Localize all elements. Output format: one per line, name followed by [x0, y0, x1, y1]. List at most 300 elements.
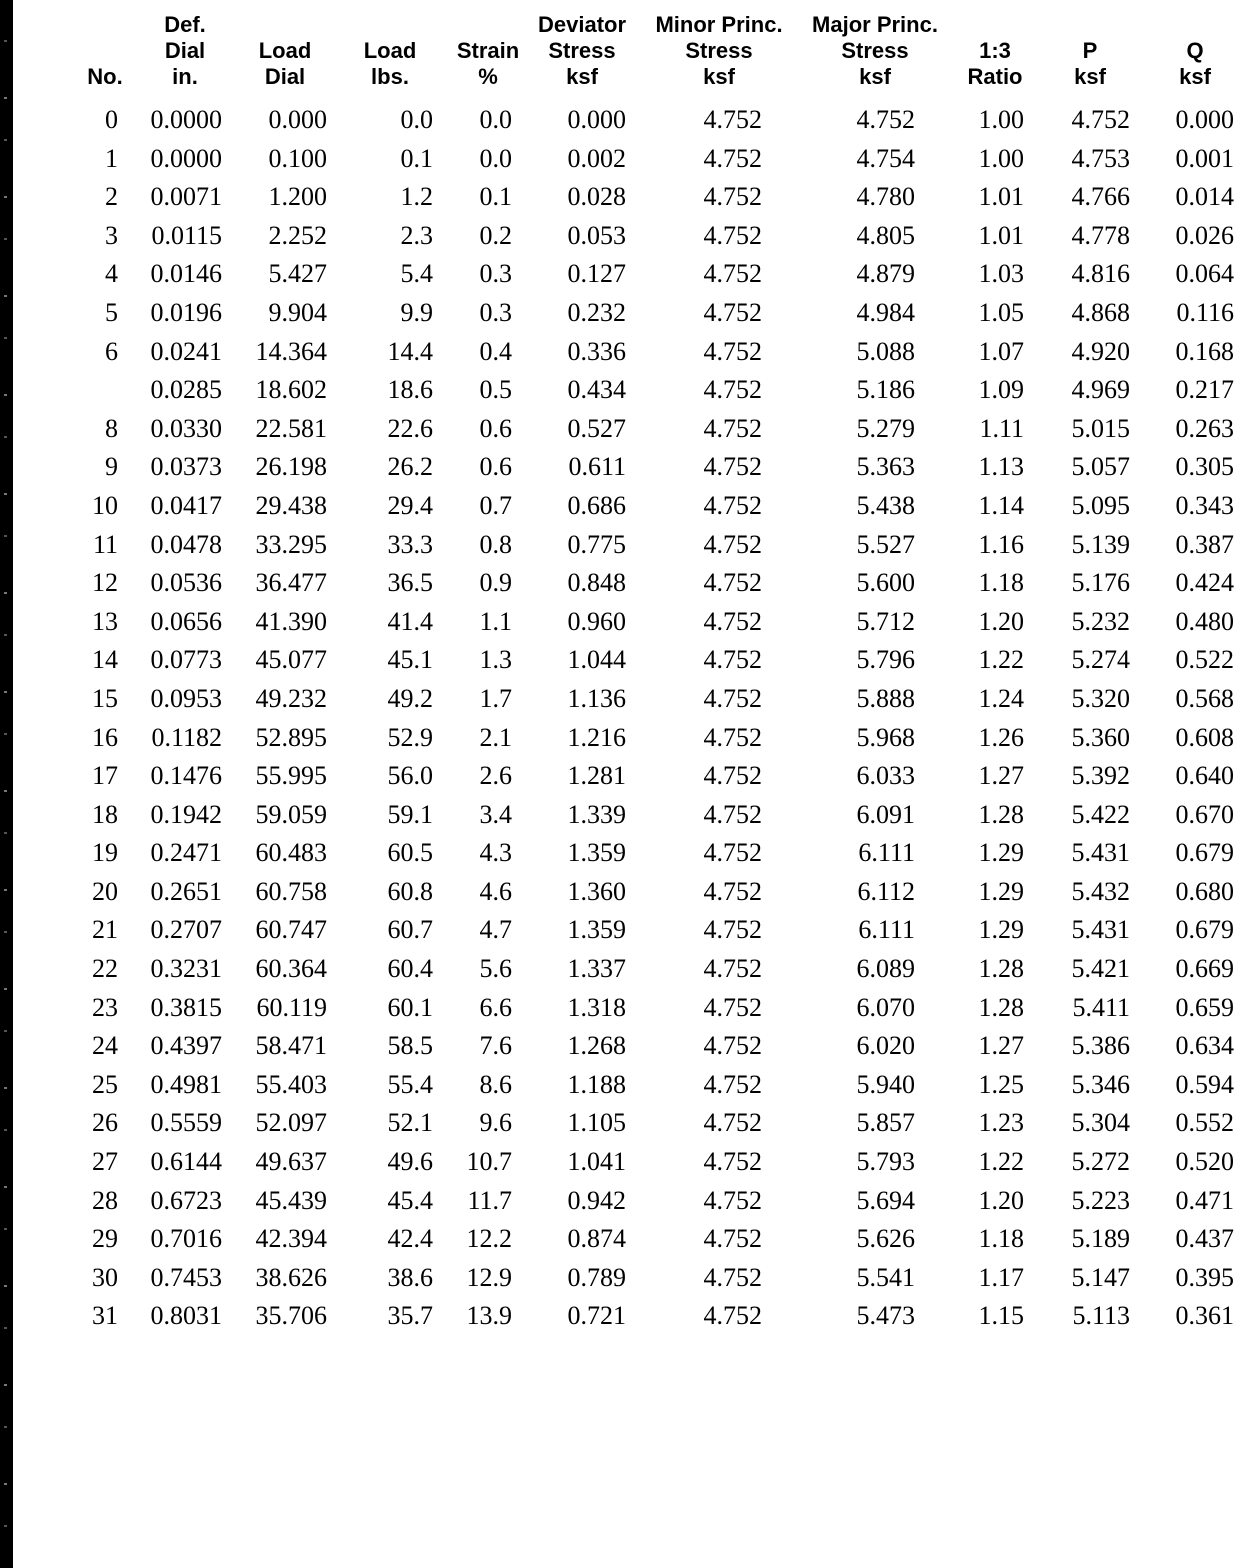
table-header [0, 0, 1240, 100]
cell-major-princ-stress: 6.112 [857, 876, 915, 906]
header-ratio: 1:3 Ratio [967, 38, 1023, 89]
cell-no: 1 [105, 143, 118, 173]
cell-ratio: 1.11 [979, 413, 1024, 443]
cell-major-princ-stress: 5.186 [856, 375, 915, 405]
cell-deviator-stress: 1.136 [567, 683, 626, 713]
cell-q: 0.387 [1175, 529, 1234, 559]
cell-load-dial: 49.232 [255, 683, 327, 713]
cell-minor-princ-stress: 4.752 [703, 297, 762, 327]
cell-minor-princ-stress: 4.752 [703, 1147, 762, 1177]
cell-ratio: 1.15 [978, 1301, 1024, 1331]
cell-deviator-stress: 1.044 [567, 645, 626, 675]
cell-major-princ-stress: 6.070 [856, 992, 915, 1022]
cell-def-dial: 0.4397 [150, 1031, 222, 1061]
header-minor-princ-stress: Minor Princ. Stress ksf [655, 12, 783, 89]
cell-major-princ-stress: 5.279 [856, 413, 915, 443]
cell-def-dial: 0.6723 [150, 1185, 222, 1215]
cell-load-dial: 0.100 [268, 143, 327, 173]
cell-q: 0.594 [1175, 1069, 1234, 1099]
cell-no: 2 [105, 182, 118, 212]
cell-q: 0.361 [1175, 1301, 1234, 1331]
cell-load-dial: 60.119 [256, 992, 327, 1022]
cell-def-dial: 0.2707 [150, 915, 222, 945]
cell-no: 17 [92, 761, 118, 791]
cell-major-princ-stress: 4.754 [856, 143, 915, 173]
cell-minor-princ-stress: 4.752 [703, 1108, 762, 1138]
table-row [0, 1220, 1240, 1259]
cell-strain: 2.1 [479, 722, 512, 752]
cell-no: 28 [92, 1185, 118, 1215]
header-q: Q ksf [1179, 38, 1211, 89]
cell-p: 5.360 [1071, 722, 1130, 752]
cell-load-lbs: 45.1 [387, 645, 433, 675]
cell-strain: 0.3 [479, 297, 512, 327]
cell-load-lbs: 35.7 [387, 1301, 433, 1331]
cell-p: 5.057 [1071, 452, 1130, 482]
cell-ratio: 1.09 [978, 375, 1024, 405]
cell-load-lbs: 60.7 [387, 915, 433, 945]
cell-p: 4.753 [1071, 143, 1130, 173]
table-row [0, 178, 1240, 217]
cell-ratio: 1.00 [978, 143, 1024, 173]
table-row [0, 294, 1240, 333]
cell-load-lbs: 45.4 [387, 1185, 433, 1215]
cell-load-lbs: 38.6 [387, 1262, 433, 1292]
table-row [0, 140, 1240, 179]
cell-major-princ-stress: 6.089 [856, 954, 915, 984]
cell-minor-princ-stress: 4.752 [703, 954, 762, 984]
cell-strain: 5.6 [479, 954, 512, 984]
cell-strain: 1.7 [479, 683, 512, 713]
cell-load-lbs: 58.5 [387, 1031, 433, 1061]
cell-strain: 4.6 [479, 876, 512, 906]
cell-no: 11 [92, 529, 118, 559]
cell-def-dial: 0.0115 [151, 220, 222, 250]
cell-q: 0.343 [1175, 490, 1234, 520]
header-major-princ-stress: Major Princ. Stress ksf [812, 12, 938, 89]
cell-deviator-stress: 1.318 [567, 992, 626, 1022]
cell-no: 0 [105, 105, 118, 134]
cell-ratio: 1.26 [978, 722, 1024, 752]
cell-p: 4.752 [1071, 105, 1130, 134]
cell-strain: 12.2 [466, 1224, 512, 1254]
cell-q: 0.568 [1175, 683, 1234, 713]
cell-load-lbs: 33.3 [387, 529, 433, 559]
cell-def-dial: 0.1182 [151, 722, 222, 752]
cell-minor-princ-stress: 4.752 [703, 413, 762, 443]
cell-ratio: 1.14 [978, 490, 1024, 520]
cell-p: 5.346 [1071, 1069, 1130, 1099]
cell-load-lbs: 55.4 [387, 1069, 433, 1099]
table-row [0, 1066, 1240, 1105]
cell-def-dial: 0.8031 [150, 1301, 222, 1331]
table-row [0, 526, 1240, 565]
cell-def-dial: 0.0071 [150, 182, 222, 212]
cell-load-lbs: 42.4 [387, 1224, 433, 1254]
cell-load-dial: 33.295 [255, 529, 327, 559]
cell-no: 14 [92, 645, 118, 675]
cell-strain: 0.9 [479, 568, 512, 598]
cell-minor-princ-stress: 4.752 [703, 799, 762, 829]
cell-def-dial: 0.7453 [150, 1262, 222, 1292]
cell-ratio: 1.29 [978, 838, 1024, 868]
cell-q: 0.424 [1175, 568, 1234, 598]
cell-ratio: 1.16 [978, 529, 1024, 559]
cell-no: 8 [105, 413, 118, 443]
cell-load-lbs: 5.4 [400, 259, 433, 289]
cell-def-dial: 0.7016 [150, 1224, 222, 1254]
cell-major-princ-stress: 6.091 [856, 799, 915, 829]
cell-no: 5 [105, 297, 118, 327]
cell-minor-princ-stress: 4.752 [703, 761, 762, 791]
cell-load-dial: 26.198 [255, 452, 327, 482]
cell-no: 3 [105, 220, 118, 250]
cell-load-lbs: 18.6 [387, 375, 433, 405]
table-row [0, 333, 1240, 372]
cell-ratio: 1.27 [978, 761, 1024, 791]
cell-load-lbs: 29.4 [387, 490, 433, 520]
cell-q: 0.471 [1175, 1185, 1234, 1215]
cell-ratio: 1.01 [978, 182, 1024, 212]
cell-p: 4.969 [1071, 375, 1130, 405]
cell-p: 5.189 [1071, 1224, 1130, 1254]
cell-major-princ-stress: 5.541 [856, 1262, 915, 1292]
cell-load-dial: 52.097 [255, 1108, 327, 1138]
cell-p: 5.095 [1071, 490, 1130, 520]
cell-no: 31 [92, 1301, 118, 1331]
cell-strain: 0.0 [479, 143, 512, 173]
cell-deviator-stress: 1.359 [567, 838, 626, 868]
cell-major-princ-stress: 5.600 [856, 568, 915, 598]
cell-strain: 0.3 [479, 259, 512, 289]
cell-minor-princ-stress: 4.752 [703, 1185, 762, 1215]
cell-major-princ-stress: 5.968 [856, 722, 915, 752]
cell-minor-princ-stress: 4.752 [703, 375, 762, 405]
cell-ratio: 1.28 [978, 799, 1024, 829]
cell-major-princ-stress: 5.473 [856, 1301, 915, 1331]
cell-q: 0.522 [1175, 645, 1234, 675]
cell-ratio: 1.20 [978, 606, 1024, 636]
cell-strain: 8.6 [479, 1069, 512, 1099]
cell-ratio: 1.03 [978, 259, 1024, 289]
header-def-dial: Def. Dial in. [164, 12, 206, 89]
table-row [0, 564, 1240, 603]
cell-strain: 2.6 [479, 761, 512, 791]
cell-q: 0.305 [1175, 452, 1234, 482]
cell-def-dial: 0.0285 [150, 375, 222, 405]
cell-q: 0.679 [1175, 915, 1234, 945]
cell-deviator-stress: 1.359 [567, 915, 626, 945]
cell-load-dial: 60.758 [255, 876, 327, 906]
cell-strain: 0.0 [479, 105, 512, 134]
cell-major-princ-stress: 5.857 [856, 1108, 915, 1138]
table-row [0, 255, 1240, 294]
cell-p: 5.176 [1071, 568, 1130, 598]
cell-no: 27 [92, 1147, 118, 1177]
cell-q: 0.480 [1175, 606, 1234, 636]
cell-strain: 13.9 [466, 1301, 512, 1331]
cell-minor-princ-stress: 4.752 [703, 143, 762, 173]
cell-q: 0.395 [1175, 1262, 1234, 1292]
cell-def-dial: 0.4981 [150, 1069, 222, 1099]
table-row [0, 680, 1240, 719]
cell-q: 0.116 [1176, 297, 1234, 327]
header-p: P ksf [1074, 38, 1106, 89]
cell-no: 21 [92, 915, 118, 945]
cell-minor-princ-stress: 4.752 [703, 259, 762, 289]
cell-def-dial: 0.0773 [150, 645, 222, 675]
cell-minor-princ-stress: 4.752 [703, 992, 762, 1022]
cell-def-dial: 0.2651 [150, 876, 222, 906]
cell-load-lbs: 1.2 [400, 182, 433, 212]
cell-strain: 4.7 [479, 915, 512, 945]
cell-ratio: 1.17 [978, 1262, 1024, 1292]
header-no: No. [87, 64, 123, 89]
cell-deviator-stress: 0.789 [567, 1262, 626, 1292]
cell-no: 30 [92, 1262, 118, 1292]
cell-load-dial: 9.904 [268, 297, 327, 327]
cell-load-dial: 45.077 [255, 645, 327, 675]
cell-load-lbs: 9.9 [400, 297, 433, 327]
cell-major-princ-stress: 4.879 [856, 259, 915, 289]
cell-strain: 12.9 [466, 1262, 512, 1292]
cell-strain: 1.1 [479, 606, 512, 636]
cell-def-dial: 0.0000 [150, 143, 222, 173]
cell-load-dial: 41.390 [255, 606, 327, 636]
cell-major-princ-stress: 4.780 [856, 182, 915, 212]
table-row [0, 1104, 1240, 1143]
cell-load-dial: 49.637 [255, 1147, 327, 1177]
cell-minor-princ-stress: 4.752 [703, 915, 762, 945]
cell-minor-princ-stress: 4.752 [703, 182, 762, 212]
cell-no: 26 [92, 1108, 118, 1138]
cell-q: 0.680 [1175, 876, 1234, 906]
cell-q: 0.640 [1175, 761, 1234, 791]
cell-def-dial: 0.0330 [150, 413, 222, 443]
cell-ratio: 1.28 [978, 992, 1024, 1022]
cell-load-lbs: 2.3 [400, 220, 433, 250]
cell-ratio: 1.07 [978, 336, 1024, 366]
cell-major-princ-stress: 5.796 [856, 645, 915, 675]
cell-load-lbs: 22.6 [387, 413, 433, 443]
cell-load-dial: 14.364 [255, 336, 327, 366]
cell-deviator-stress: 0.336 [567, 336, 626, 366]
cell-minor-princ-stress: 4.752 [703, 1031, 762, 1061]
cell-p: 5.015 [1071, 413, 1130, 443]
cell-q: 0.014 [1175, 182, 1234, 212]
cell-strain: 11.7 [467, 1185, 512, 1215]
cell-def-dial: 0.0241 [150, 336, 222, 366]
table-row [0, 603, 1240, 642]
cell-strain: 7.6 [479, 1031, 512, 1061]
cell-def-dial: 0.6144 [150, 1147, 222, 1177]
cell-load-lbs: 52.1 [387, 1108, 433, 1138]
cell-ratio: 1.24 [978, 683, 1024, 713]
cell-minor-princ-stress: 4.752 [703, 452, 762, 482]
table-row [0, 487, 1240, 526]
cell-load-dial: 18.602 [255, 375, 327, 405]
header-load-lbs: Load lbs. [363, 38, 417, 89]
cell-q: 0.552 [1175, 1108, 1234, 1138]
table-row [0, 989, 1240, 1028]
cell-load-lbs: 36.5 [387, 568, 433, 598]
cell-p: 5.147 [1071, 1262, 1130, 1292]
cell-minor-princ-stress: 4.752 [703, 336, 762, 366]
cell-p: 5.113 [1072, 1301, 1130, 1331]
cell-minor-princ-stress: 4.752 [703, 105, 762, 134]
cell-deviator-stress: 0.721 [567, 1301, 626, 1331]
table-row [0, 1143, 1240, 1182]
cell-deviator-stress: 0.002 [567, 143, 626, 173]
cell-load-dial: 35.706 [255, 1301, 327, 1331]
cell-major-princ-stress: 4.752 [856, 105, 915, 134]
cell-load-lbs: 60.4 [387, 954, 433, 984]
cell-no: 6 [105, 336, 118, 366]
cell-load-dial: 2.252 [268, 220, 327, 250]
cell-deviator-stress: 1.360 [567, 876, 626, 906]
cell-strain: 3.4 [479, 799, 512, 829]
cell-load-dial: 38.626 [255, 1262, 327, 1292]
cell-p: 5.421 [1071, 954, 1130, 984]
cell-load-dial: 36.477 [255, 568, 327, 598]
cell-load-lbs: 0.1 [400, 143, 433, 173]
cell-def-dial: 0.0478 [150, 529, 222, 559]
cell-major-princ-stress: 6.111 [858, 915, 915, 945]
cell-major-princ-stress: 5.527 [856, 529, 915, 559]
cell-load-lbs: 49.6 [387, 1147, 433, 1177]
cell-load-dial: 58.471 [255, 1031, 327, 1061]
cell-load-lbs: 60.1 [387, 992, 433, 1022]
cell-ratio: 1.13 [978, 452, 1024, 482]
cell-major-princ-stress: 5.940 [856, 1069, 915, 1099]
cell-deviator-stress: 0.527 [567, 413, 626, 443]
cell-load-lbs: 59.1 [387, 799, 433, 829]
cell-def-dial: 0.0417 [150, 490, 222, 520]
cell-p: 4.778 [1071, 220, 1130, 250]
cell-no: 29 [92, 1224, 118, 1254]
cell-load-dial: 29.438 [255, 490, 327, 520]
cell-ratio: 1.20 [978, 1185, 1024, 1215]
cell-deviator-stress: 1.268 [567, 1031, 626, 1061]
header-load-dial: Load Dial [258, 38, 312, 89]
cell-def-dial: 0.0146 [150, 259, 222, 289]
table-row [0, 757, 1240, 796]
cell-ratio: 1.29 [978, 915, 1024, 945]
cell-deviator-stress: 0.960 [567, 606, 626, 636]
cell-no: 16 [92, 722, 118, 752]
cell-major-princ-stress: 5.438 [856, 490, 915, 520]
cell-major-princ-stress: 5.088 [856, 336, 915, 366]
cell-no: 4 [105, 259, 118, 289]
cell-major-princ-stress: 5.793 [856, 1147, 915, 1177]
header-deviator-stress: Deviator Stress ksf [538, 12, 626, 89]
cell-minor-princ-stress: 4.752 [703, 606, 762, 636]
table-row [0, 101, 1240, 140]
cell-strain: 4.3 [479, 838, 512, 868]
cell-deviator-stress: 1.337 [567, 954, 626, 984]
cell-strain: 0.6 [479, 413, 512, 443]
table-row [0, 371, 1240, 410]
cell-major-princ-stress: 5.694 [856, 1185, 915, 1215]
cell-def-dial: 0.0953 [150, 683, 222, 713]
cell-p: 5.304 [1071, 1108, 1130, 1138]
cell-def-dial: 0.5559 [150, 1108, 222, 1138]
cell-load-dial: 52.895 [255, 722, 327, 752]
cell-deviator-stress: 0.775 [567, 529, 626, 559]
cell-strain: 0.6 [479, 452, 512, 482]
table-row [0, 641, 1240, 680]
cell-strain: 1.3 [479, 645, 512, 675]
cell-q: 0.634 [1175, 1031, 1234, 1061]
cell-q: 0.064 [1175, 259, 1234, 289]
cell-p: 5.422 [1071, 799, 1130, 829]
table-row [0, 834, 1240, 873]
cell-p: 4.868 [1071, 297, 1130, 327]
cell-load-dial: 42.394 [255, 1224, 327, 1254]
cell-def-dial: 0.0196 [150, 297, 222, 327]
cell-strain: 0.1 [479, 182, 512, 212]
cell-p: 5.320 [1071, 683, 1130, 713]
cell-q: 0.000 [1175, 105, 1234, 134]
cell-major-princ-stress: 6.033 [856, 761, 915, 791]
cell-ratio: 1.05 [978, 297, 1024, 327]
cell-minor-princ-stress: 4.752 [703, 1224, 762, 1254]
cell-minor-princ-stress: 4.752 [703, 568, 762, 598]
cell-load-lbs: 60.8 [387, 876, 433, 906]
cell-deviator-stress: 1.188 [567, 1069, 626, 1099]
cell-deviator-stress: 0.000 [567, 105, 626, 134]
cell-no: 22 [92, 954, 118, 984]
cell-minor-princ-stress: 4.752 [703, 876, 762, 906]
cell-strain: 10.7 [466, 1147, 512, 1177]
cell-deviator-stress: 0.686 [567, 490, 626, 520]
cell-load-dial: 55.995 [255, 761, 327, 791]
cell-def-dial: 0.2471 [150, 838, 222, 868]
cell-load-dial: 60.747 [255, 915, 327, 945]
cell-p: 5.274 [1071, 645, 1130, 675]
cell-load-lbs: 14.4 [387, 336, 433, 366]
cell-minor-princ-stress: 4.752 [703, 1069, 762, 1099]
cell-load-dial: 59.059 [255, 799, 327, 829]
cell-p: 5.386 [1071, 1031, 1130, 1061]
table-row [0, 796, 1240, 835]
cell-no: 15 [92, 683, 118, 713]
cell-load-lbs: 0.0 [400, 105, 433, 134]
table-row [0, 873, 1240, 912]
cell-no: 23 [92, 992, 118, 1022]
cell-deviator-stress: 0.053 [567, 220, 626, 250]
cell-ratio: 1.01 [978, 220, 1024, 250]
cell-no: 19 [92, 838, 118, 868]
cell-minor-princ-stress: 4.752 [703, 683, 762, 713]
cell-load-lbs: 41.4 [387, 606, 433, 636]
cell-def-dial: 0.3231 [150, 954, 222, 984]
cell-no: 9 [105, 452, 118, 482]
cell-strain: 0.7 [479, 490, 512, 520]
cell-no: 13 [92, 606, 118, 636]
cell-load-lbs: 60.5 [387, 838, 433, 868]
cell-ratio: 1.22 [978, 1147, 1024, 1177]
cell-no: 24 [92, 1031, 118, 1061]
cell-p: 5.392 [1071, 761, 1130, 791]
cell-load-dial: 60.364 [255, 954, 327, 984]
cell-ratio: 1.28 [978, 954, 1024, 984]
cell-q: 0.168 [1175, 336, 1234, 366]
cell-p: 4.920 [1071, 336, 1130, 366]
cell-ratio: 1.27 [978, 1031, 1024, 1061]
cell-minor-princ-stress: 4.752 [703, 220, 762, 250]
cell-ratio: 1.00 [978, 105, 1024, 134]
